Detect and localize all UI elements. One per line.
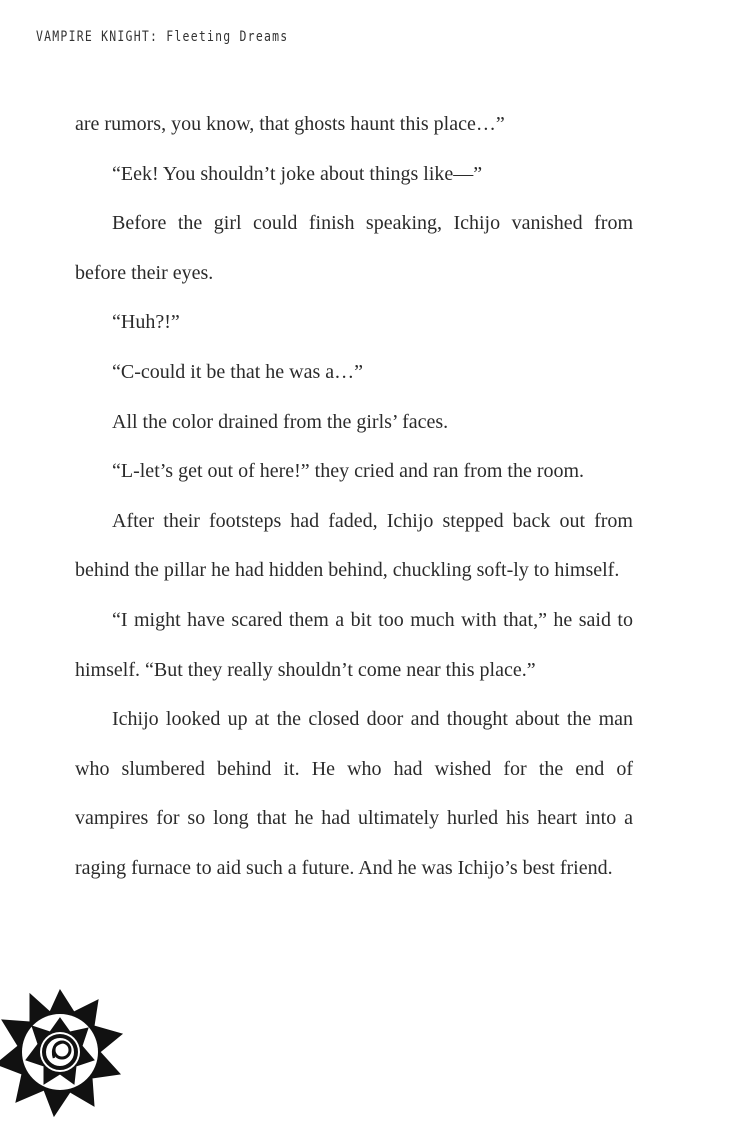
paragraph: “C-could it be that he was a…”	[112, 360, 364, 383]
paragraph: are rumors, you know, that ghosts haunt this place…”	[75, 113, 505, 135]
paragraph: “I might have scared them a bit too much with that,” he said to himself. “But they really shouldn’t come near this place.”	[75, 608, 633, 681]
paragraph: “L-let’s get out of here!” they cried and ran from the room.	[112, 460, 585, 483]
paragraph: All the color drained from the girls’ faces.	[112, 410, 449, 433]
running-head: VAMPIRE KNIGHT: Fleeting Dreams	[36, 29, 289, 45]
paragraph: After their footsteps had faded, Ichijo stepped back out from behind the pillar he had hidden behind, chuckling soft-ly to himself.	[75, 509, 633, 582]
paragraph: “Eek! You shouldn’t joke about things like—”	[112, 162, 483, 185]
paragraph: Before the girl could finish speaking, Ichijo vanished from before their eyes.	[75, 212, 633, 284]
paragraph: “Huh?!”	[112, 311, 180, 334]
body-text	[75, 100, 633, 894]
rose-ornament-icon	[0, 980, 140, 1130]
paragraph: Ichijo looked up at the closed door and thought about the man who slumbered behind it. He who had wished for the end of vampires for so long that he had ultimately hurled his heart into a raging furnace to aid such a future. And he was Ichijo’s best friend.	[75, 708, 633, 879]
